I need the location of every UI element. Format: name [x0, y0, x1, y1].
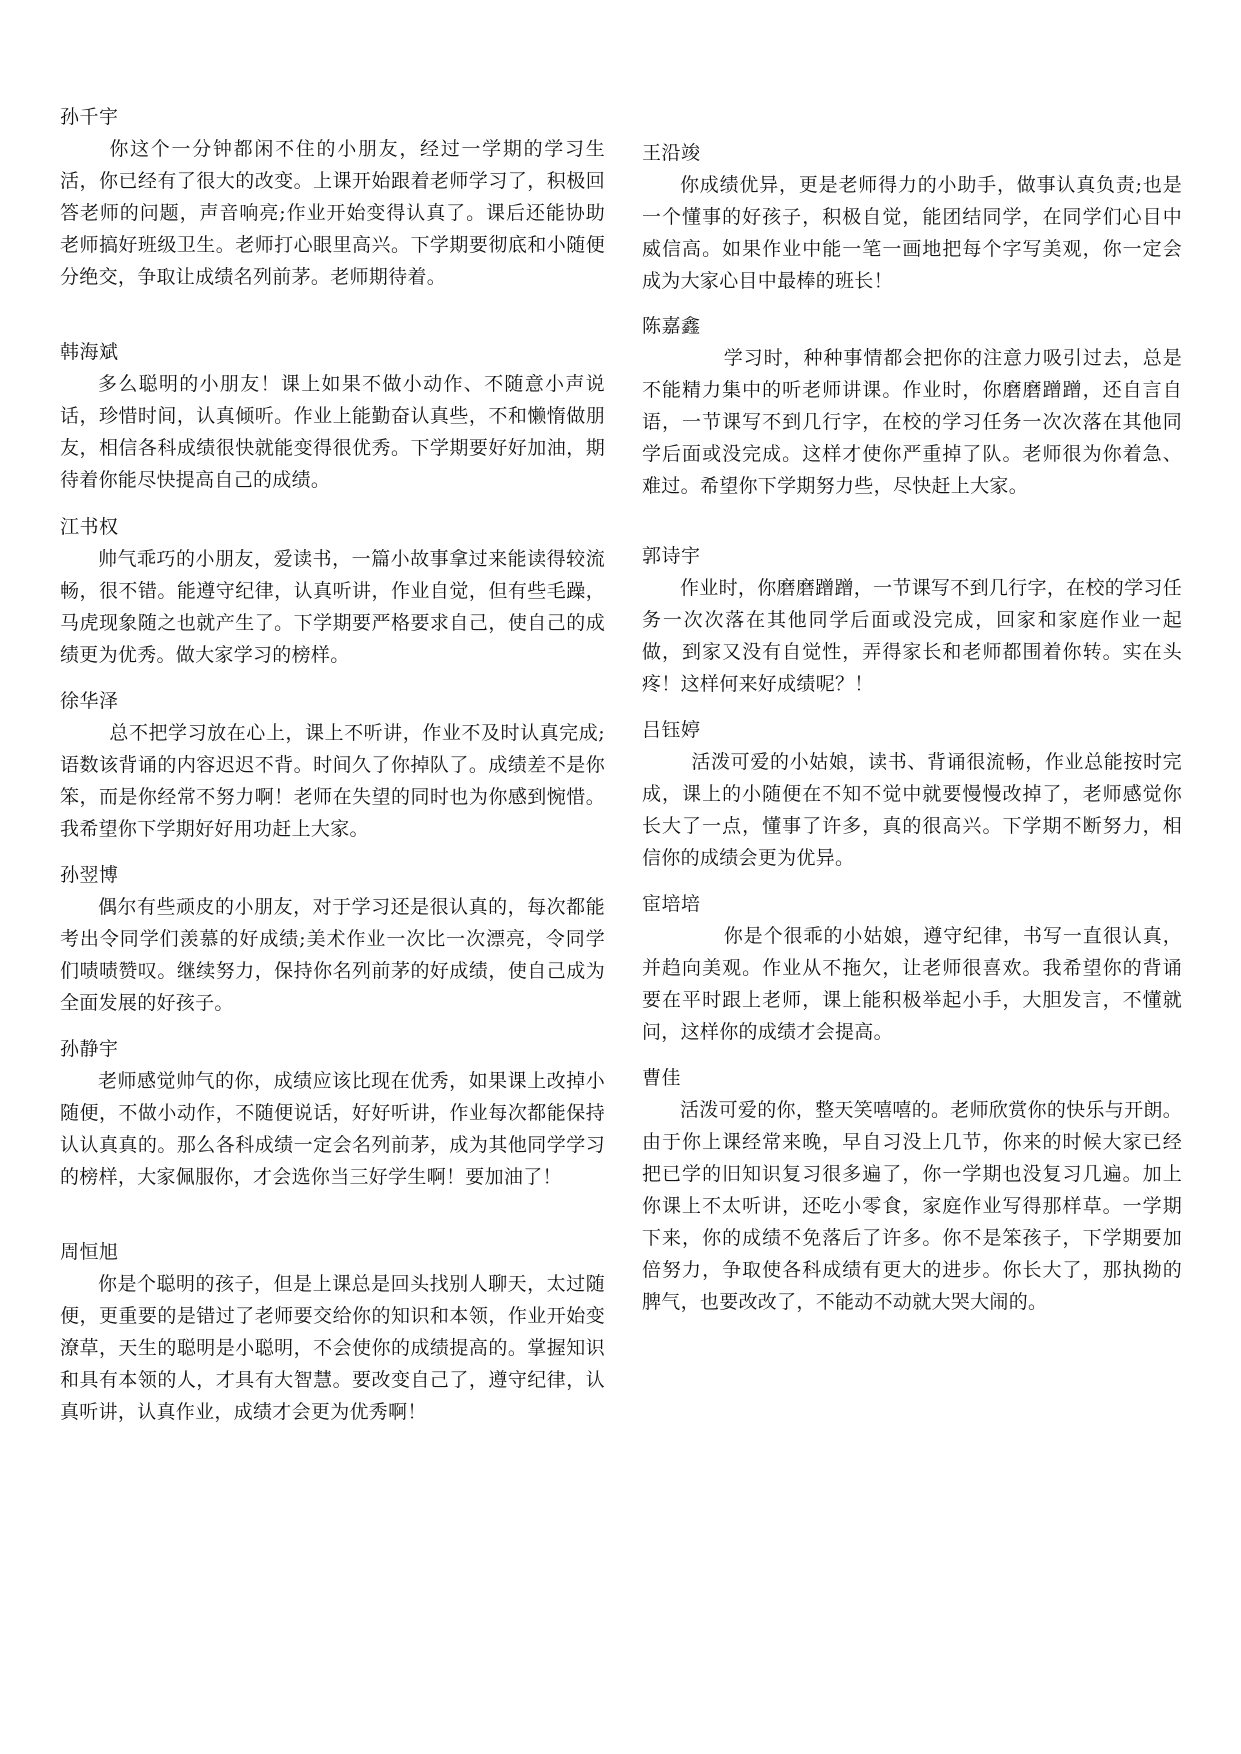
comment-text: 活泼可爱的你，整天笑嘻嘻的。老师欣赏你的快乐与开朗。由于你上课经常来晚，早自习没上几节，你来的时候大家已经把已学的旧知识复习很多遍了，你一学期也没复习几遍。加上你课上不太听讲，还吃小零食，家庭作业写得那样草。一学期下来，你的成绩不免落后了许多。你不是笨孩子，下学期要加倍努力，争取使各科成绩有更大的进步。你长大了，那执拗的脾气，也要改改了，不能动不动就大哭大闹的。	[642, 1099, 1182, 1313]
student-comment	[60, 515, 605, 671]
comment-text: 总不把学习放在心上，课上不听讲，作业不及时认真完成;语数该背诵的内容迟迟不背。时间久了你掉队了。成绩差不是你笨，而是你经常不努力啊！老师在失望的同时也为你感到惋惜。我希望你下学期好好用功赶上大家。	[60, 722, 605, 840]
student-comment	[60, 340, 605, 496]
comment-text: 你是个很乖的小姑娘，遵守纪律，书写一直很认真，并趋向美观。作业从不拖欠，让老师很喜欢。我希望你的背诵要在平时跟上老师，课上能积极举起小手，大胆发言，不懂就问，这样你的成绩才会提高。	[642, 925, 1182, 1043]
comment-text: 老师感觉帅气的你，成绩应该比现在优秀，如果课上改掉小随便，不做小动作，不随便说话，好好听讲，作业每次都能保持认认真真的。那么各科成绩一定会名列前茅，成为其他同学学习的榜样，大家佩服你，才会选你当三好学生啊！要加油了！	[60, 1070, 605, 1188]
student-comment	[642, 1066, 1182, 1318]
student-comment	[60, 1240, 605, 1428]
student-name: 孙静宇	[60, 1038, 119, 1060]
student-comment	[60, 105, 605, 293]
comment-text: 活泼可爱的小姑娘，读书、背诵很流畅，作业总能按时完成，课上的小随便在不知不觉中就要慢慢改掉了，老师感觉你长大了一点，懂事了许多，真的很高兴。下学期不断努力，相信你的成绩会更为优异。	[642, 751, 1182, 869]
student-name: 孙翌博	[60, 864, 119, 886]
comment-text: 你是个聪明的孩子，但是上课总是回头找别人聊天，太过随便，更重要的是错过了老师要交给你的知识和本领，作业开始变潦草，天生的聪明是小聪明，不会使你的成绩提高的。掌握知识和具有本领的人，才具有大智慧。要改变自己了，遵守纪律，认真听讲，认真作业，成绩才会更为优秀啊！	[60, 1273, 605, 1423]
student-comment	[642, 141, 1182, 297]
student-name: 曹佳	[642, 1067, 682, 1089]
student-name: 王沿竣	[642, 142, 701, 164]
comment-text: 作业时，你磨磨蹭蹭，一节课写不到几行字，在校的学习任务一次次落在其他同学后面或没完成，回家和家庭作业一起做，到家又没有自觉性，弄得家长和老师都围着你转。实在头疼！这样何来好成绩呢？！	[642, 577, 1182, 695]
comment-text: 多么聪明的小朋友！课上如果不做小动作、不随意小声说话，珍惜时间，认真倾听。作业上能勤奋认真些，不和懒惰做朋友，相信各科成绩很快就能变得很优秀。下学期要好好加油，期待着你能尽快提高自己的成绩。	[60, 373, 605, 491]
student-comment	[60, 1037, 605, 1193]
student-name: 江书权	[60, 516, 119, 538]
student-name: 宦培培	[642, 893, 701, 915]
student-comment	[642, 892, 1182, 1048]
student-name: 陈嘉鑫	[642, 315, 701, 337]
student-comment	[60, 863, 605, 1019]
comment-text: 你成绩优异，更是老师得力的小助手，做事认真负责;也是一个懂事的好孩子，积极自觉，能团结同学，在同学们心目中威信高。如果作业中能一笔一画地把每个字写美观，你一定会成为大家心目中最棒的班长！	[642, 174, 1182, 292]
student-name: 周恒旭	[60, 1241, 119, 1263]
student-comment	[60, 689, 605, 845]
student-name: 郭诗宇	[642, 545, 701, 567]
comment-text: 你这个一分钟都闲不住的小朋友，经过一学期的学习生活，你已经有了很大的改变。上课开始跟着老师学习了，积极回答老师的问题，声音响亮;作业开始变得认真了。课后还能协助老师搞好班级卫生。老师打心眼里高兴。下学期要彻底和小随便分绝交，争取让成绩名列前茅。老师期待着。	[60, 138, 605, 288]
student-name: 孙千宇	[60, 106, 119, 128]
student-comment	[642, 544, 1182, 700]
comment-text: 帅气乖巧的小朋友，爱读书，一篇小故事拿过来能读得较流畅，很不错。能遵守纪律，认真听讲，作业自觉，但有些毛躁，马虎现象随之也就产生了。下学期要严格要求自己，使自己的成绩更为优秀。做大家学习的榜样。	[60, 548, 605, 666]
comment-text: 偶尔有些顽皮的小朋友，对于学习还是很认真的，每次都能考出令同学们羡慕的好成绩;美术作业一次比一次漂亮，令同学们啧啧赞叹。继续努力，保持你名列前茅的好成绩，使自己成为全面发展的好孩子。	[60, 896, 605, 1014]
student-comment	[642, 718, 1182, 874]
student-name: 徐华泽	[60, 690, 119, 712]
student-comment	[642, 314, 1182, 502]
comment-text: 学习时，种种事情都会把你的注意力吸引过去，总是不能精力集中的听老师讲课。作业时，你磨磨蹭蹭，还自言自语，一节课写不到几行字，在校的学习任务一次次落在其他同学后面或没完成。这样才使你严重掉了队。老师很为你着急、难过。希望你下学期努力些，尽快赶上大家。	[642, 347, 1182, 497]
student-name: 韩海斌	[60, 341, 119, 363]
student-name: 吕钰婷	[642, 719, 701, 741]
